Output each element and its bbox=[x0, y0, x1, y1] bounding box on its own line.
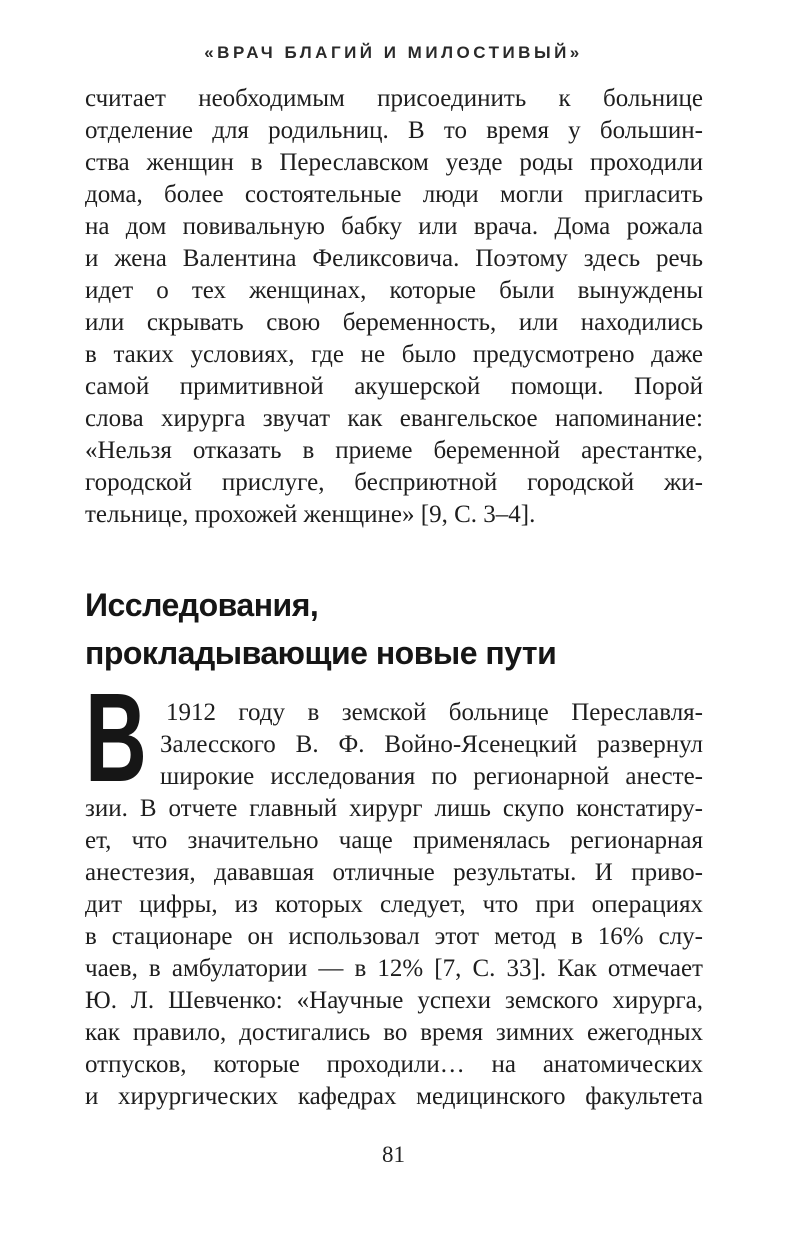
section-heading bbox=[85, 581, 703, 677]
text-line: отделение для родильниц. В то время у большин- bbox=[85, 117, 703, 144]
text-line: «Нельзя отказать в приеме беременной арестантке, bbox=[85, 437, 703, 464]
text-line: чаев, в амбулатории — в 12% [7, С. 33]. Как отмечает bbox=[85, 955, 703, 982]
text-line: и хирургических кафедрах медицинского факультета bbox=[85, 1083, 703, 1110]
text-line: зии. В отчете главный хирург лишь скупо констатиру- bbox=[85, 795, 703, 822]
text-line: дома, более состоятельные люди могли пригласить bbox=[85, 181, 703, 208]
text-line: отпусков, которые проходили… на анатомических bbox=[85, 1051, 703, 1078]
text-line: идет о тех женщинах, которые были вынуждены bbox=[85, 277, 703, 304]
text-line: 1912 году в земской больнице Переславля- bbox=[166, 699, 703, 726]
paragraph-2-lines bbox=[85, 697, 703, 1113]
text-line: или скрывать свою беременность, или находились bbox=[85, 309, 703, 336]
text-line: Ю. Л. Шевченко: «Научные успехи земского хирурга, bbox=[85, 987, 703, 1014]
text-line: в таких условиях, где не было предусмотрено даже bbox=[85, 341, 703, 368]
section-heading-line-1: Исследования, bbox=[85, 587, 319, 623]
text-line: как правило, достигались во время зимних ежегодных bbox=[85, 1019, 703, 1046]
text-line: дит цифры, из которых следует, что при операциях bbox=[85, 891, 703, 918]
text-line: широкие исследования по регионарной анесте- bbox=[160, 763, 703, 790]
section-heading-line-2: прокладывающие новые пути bbox=[85, 635, 557, 671]
text-line: слова хирурга звучат как евангельское напоминание: bbox=[85, 405, 703, 432]
paragraph-1 bbox=[85, 83, 703, 531]
text-line: и жена Валентина Феликсовича. Поэтому здесь речь bbox=[85, 245, 703, 272]
text-line: в стационаре он использовал этот метод в 16% слу- bbox=[85, 923, 703, 950]
text-line: считает необходимым присоединить к больнице bbox=[85, 85, 703, 112]
paragraph-2 bbox=[85, 667, 703, 1113]
text-line: ет, что значительно чаще применялась регионарная bbox=[85, 827, 703, 854]
text-line: Залесского В. Ф. Войно-Ясенецкий развернул bbox=[160, 731, 703, 758]
text-line: самой примитивной акушерской помощи. Порой bbox=[85, 373, 703, 400]
text-line: ства женщин в Переславском уезде роды проходили bbox=[85, 149, 703, 176]
running-header: «ВРАЧ БЛАГИЙ И МИЛОСТИВЫЙ» bbox=[204, 43, 583, 62]
drop-cap: В bbox=[85, 667, 147, 808]
text-line: городской прислуге, бесприютной городской жи- bbox=[85, 469, 703, 496]
text-line: на дом повивальную бабку или врача. Дома рожала bbox=[85, 213, 703, 240]
page-number: 81 bbox=[382, 1142, 405, 1167]
text-line: тельнице, прохожей женщине» [9, С. 3–4]. bbox=[85, 501, 536, 528]
text-line: анестезия, дававшая отличные результаты. И приво- bbox=[85, 859, 703, 886]
